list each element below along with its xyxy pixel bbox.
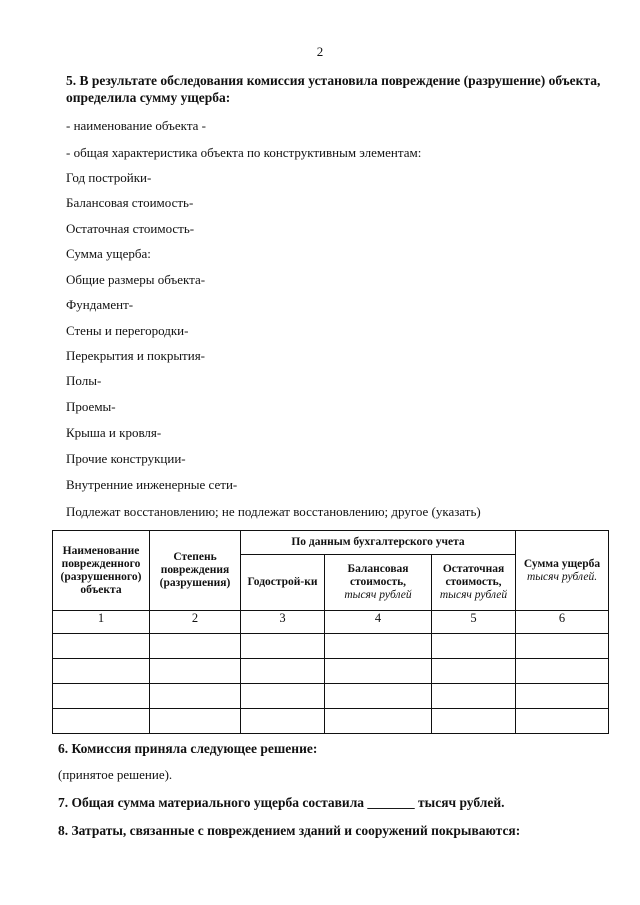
field-floors: Полы-	[66, 373, 102, 388]
section-7-total-damage: 7. Общая сумма материального ущерба составила _______ тысяч рублей.	[58, 795, 505, 810]
field-balance-value: Балансовая стоимость-	[66, 195, 194, 210]
table-col-number: 2	[150, 611, 241, 634]
table-cell[interactable]	[53, 659, 150, 684]
table-cell[interactable]	[432, 659, 516, 684]
table-cell[interactable]	[150, 709, 241, 734]
table-header-damage-sum-unit: тысяч рублей.	[526, 570, 598, 583]
field-foundation: Фундамент-	[66, 297, 134, 312]
table-header-residual-value-label: Остаточная стоимость,	[442, 563, 505, 588]
table-cell[interactable]	[241, 709, 325, 734]
section-5-heading-line2: определила сумму ущерба:	[66, 90, 231, 105]
field-openings: Проемы-	[66, 399, 116, 414]
field-dimensions: Общие размеры объекта-	[66, 272, 206, 287]
table-header-object: Наименование поврежденного (разрушенного) объекта	[53, 531, 150, 611]
table-header-balance-value	[325, 555, 432, 611]
table-header-damage-sum	[516, 531, 609, 611]
table-header-balance-value-unit: тысяч рублей	[344, 589, 412, 601]
field-roof: Крыша и кровля-	[66, 425, 162, 440]
table-col-number: 1	[53, 611, 150, 634]
field-year-built: Год постройки-	[66, 170, 152, 185]
table-col-number: 5	[432, 611, 516, 634]
table-cell[interactable]	[516, 684, 609, 709]
field-engineering-networks: Внутренние инженерные сети-	[66, 477, 238, 492]
field-other-structures: Прочие конструкции-	[66, 451, 186, 466]
table-col-number: 3	[241, 611, 325, 634]
field-restoration-status: Подлежат восстановлению; не подлежат восстановлению; другое (указать)	[66, 504, 481, 519]
table-cell[interactable]	[325, 684, 432, 709]
table-cell[interactable]	[325, 709, 432, 734]
field-object-name: - наименование объекта -	[66, 118, 207, 133]
table-cell[interactable]	[432, 634, 516, 659]
table-header-damage-sum-label: Сумма ущерба	[523, 557, 601, 570]
table-cell[interactable]	[516, 659, 609, 684]
table-cell[interactable]	[150, 634, 241, 659]
table-row	[53, 684, 609, 709]
section-6-decision: (принятое решение).	[58, 767, 173, 782]
table-cell[interactable]	[432, 709, 516, 734]
table-cell[interactable]	[150, 659, 241, 684]
table-cell[interactable]	[516, 634, 609, 659]
table-header-year-built: Годострой-ки	[241, 555, 325, 611]
table-cell[interactable]	[53, 684, 150, 709]
table-cell[interactable]	[325, 634, 432, 659]
table-col-number: 6	[516, 611, 609, 634]
damage-table	[52, 530, 609, 734]
table-cell[interactable]	[150, 684, 241, 709]
table-header-damage-degree: Степень повреждения (разрушения)	[150, 531, 241, 611]
table-col-number: 4	[325, 611, 432, 634]
page-number: 2	[316, 44, 324, 59]
section-5-heading	[66, 72, 600, 106]
table-header-residual-value	[432, 555, 516, 611]
section-8-costs: 8. Затраты, связанные с повреждением зданий и сооружений покрываются:	[58, 823, 521, 838]
table-cell[interactable]	[432, 684, 516, 709]
field-residual-value: Остаточная стоимость-	[66, 221, 195, 236]
table-cell[interactable]	[241, 634, 325, 659]
table-cell[interactable]	[241, 684, 325, 709]
table-cell[interactable]	[516, 709, 609, 734]
table-row	[53, 634, 609, 659]
table-cell[interactable]	[53, 634, 150, 659]
section-5-heading-line1: 5. В результате обследования комиссия установила повреждение (разрушение) объекта,	[66, 73, 601, 88]
table-number-row	[53, 611, 609, 634]
field-damage-sum: Сумма ущерба:	[66, 246, 151, 261]
table-cell[interactable]	[53, 709, 150, 734]
table-header-balance-value-label: Балансовая стоимость,	[347, 563, 409, 588]
table-cell[interactable]	[325, 659, 432, 684]
table-header-residual-value-unit: тысяч рублей	[439, 589, 508, 601]
table-cell[interactable]	[241, 659, 325, 684]
field-characteristics: - общая характеристика объекта по конструктивным элементам:	[66, 145, 422, 160]
field-floors-ceilings: Перекрытия и покрытия-	[66, 348, 206, 363]
table-header-accounting-group: По данным бухгалтерского учета	[241, 531, 516, 555]
field-walls: Стены и перегородки-	[66, 323, 189, 338]
table-row	[53, 709, 609, 734]
table-row	[53, 659, 609, 684]
section-6-heading: 6. Комиссия приняла следующее решение:	[58, 741, 318, 756]
